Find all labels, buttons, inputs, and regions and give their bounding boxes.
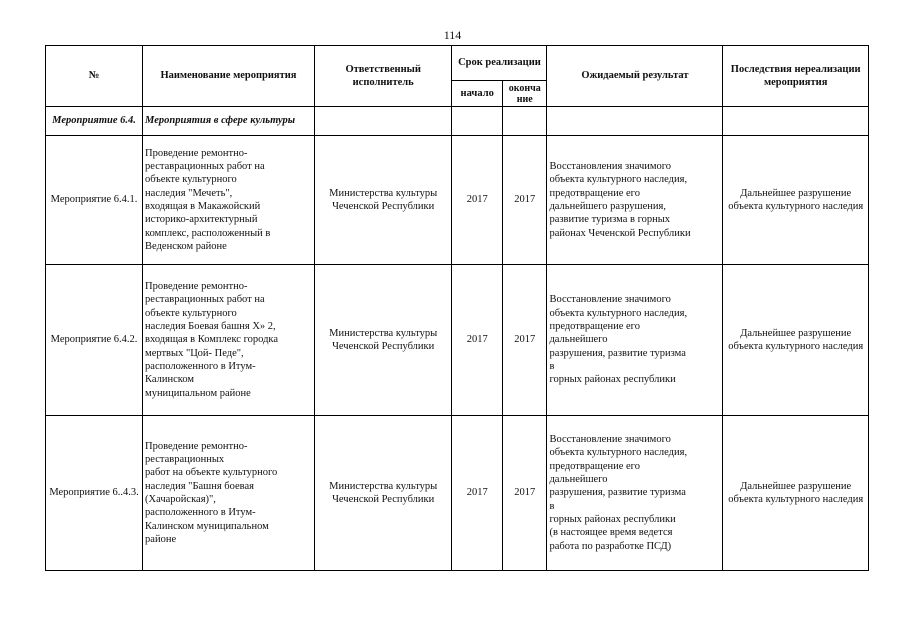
header-name: Наименование мероприятия [143,46,315,107]
empty-cell [723,107,869,136]
row-result: Восстановление значимого объекта культурного наследия, предотвращение его дальнейшего разрушения, развитие туризма в горных районах республики [547,265,723,416]
row-start: 2017 [452,265,503,416]
row-num: Мероприятие 6.4.1. [46,136,143,265]
row-result: Восстановление значимого объекта культурного наследия, предотвращение его дальнейшего разрушения, развитие туризма в горных районах республики (в настоящее время ведется работа по разработке ПСД) [547,416,723,571]
empty-cell [314,107,452,136]
measures-table [45,45,869,571]
row-start: 2017 [452,136,503,265]
empty-cell [452,107,503,136]
section-name: Мероприятия в сфере культуры [143,107,315,136]
row-executor: Министерства культуры Чеченской Республики [314,265,452,416]
row-end: 2017 [502,136,546,265]
header-executor: Ответственный исполнитель [314,46,452,107]
row-start: 2017 [452,416,503,571]
header-start: начало [452,81,503,107]
header-term: Срок реализации [452,46,547,81]
row-result: Восстановления значимого объекта культурного наследия, предотвращение его дальнейшего разрушения, развитие туризма в горных районах Чеченской Республики [547,136,723,265]
row-name: Проведение ремонтно- реставрационных работ на объекте культурного наследия "Мечеть", входящая в Макажойский историко-архитектурный комплекс, расположенный в Веденском районе [143,136,315,265]
row-effect: Дальнейшее разрушение объекта культурного наследия [723,136,869,265]
header-num: № [46,46,143,107]
row-end: 2017 [502,416,546,571]
header-result: Ожидаемый результат [547,46,723,107]
section-row [46,107,869,136]
empty-cell [502,107,546,136]
section-num: Мероприятие 6.4. [46,107,143,136]
row-num: Мероприятие 6.4.2. [46,265,143,416]
row-executor: Министерства культуры Чеченской Республики [314,136,452,265]
header-effect: Последствия нереализации мероприятия [723,46,869,107]
row-num: Мероприятие 6..4.3. [46,416,143,571]
row-name: Проведение ремонтно- реставрационных работ на объекте культурного наследия Боевая башня Х» 2, входящая в Комплекс городка мертвых "Цой- Педе", расположенного в Итум- Калинском муниципальном районе [143,265,315,416]
table-header-row [46,46,869,81]
page-number: 114 [443,28,462,42]
table-row [46,136,869,265]
row-effect: Дальнейшее разрушение объекта культурного наследия [723,265,869,416]
row-end: 2017 [502,265,546,416]
header-end: оконча ние [502,81,546,107]
table-row [46,265,869,416]
row-effect: Дальнейшее разрушение объекта культурного наследия [723,416,869,571]
table-row [46,416,869,571]
row-executor: Министерства культуры Чеченской Республики [314,416,452,571]
empty-cell [547,107,723,136]
row-name: Проведение ремонтно- реставрационных работ на объекте культурного наследия "Башня боевая (Хачаройская)", расположенного в Итум- Калинском муниципальном районе [143,416,315,571]
